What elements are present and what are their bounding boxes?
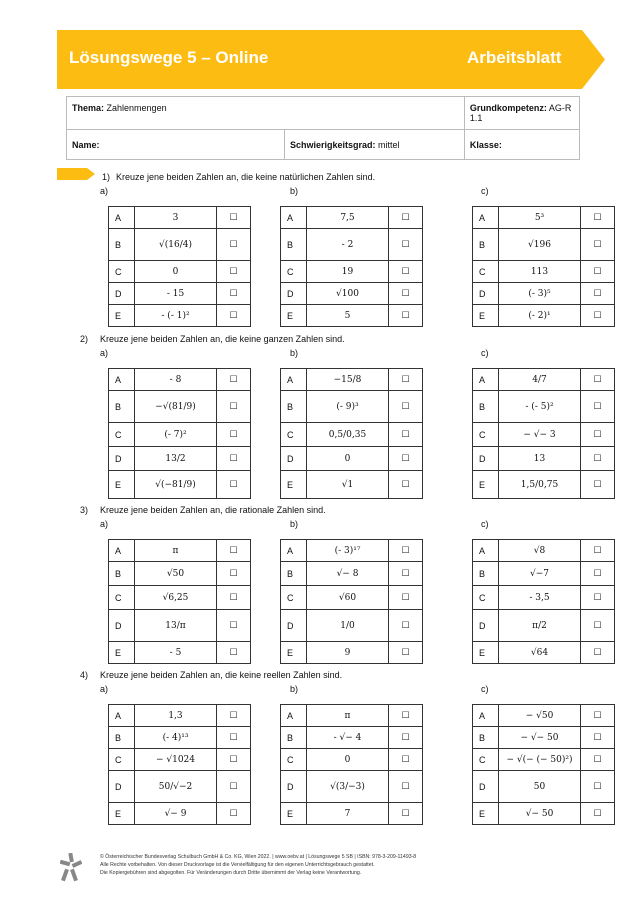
option-value: - (- 5)² <box>499 391 581 423</box>
option-value: √100 <box>307 283 389 305</box>
option-row <box>109 229 251 261</box>
options-table <box>280 206 423 327</box>
option-checkbox[interactable]: ☐ <box>389 207 423 229</box>
option-value: - 3,5̇ <box>499 586 581 610</box>
sub-label: a) <box>100 348 109 358</box>
question-text: Kreuze jene beiden Zahlen an, die rationale Zahlen sind. <box>100 505 326 515</box>
option-value: 50/√−2 <box>135 771 217 803</box>
option-row <box>109 471 251 499</box>
option-value: π/2 <box>499 610 581 642</box>
option-row <box>473 586 615 610</box>
option-checkbox[interactable]: ☐ <box>389 423 423 447</box>
option-letter: B <box>109 229 135 261</box>
option-value: √8 <box>499 540 581 562</box>
option-value: √50 <box>135 562 217 586</box>
option-checkbox[interactable]: ☐ <box>217 642 251 664</box>
info-table <box>66 96 580 160</box>
option-value: π <box>135 540 217 562</box>
option-value: 4/7 <box>499 369 581 391</box>
option-letter: A <box>109 369 135 391</box>
question-text: Kreuze jene beiden Zahlen an, die keine natürlichen Zahlen sind. <box>116 172 376 182</box>
option-letter: D <box>109 771 135 803</box>
options-table <box>108 368 251 499</box>
option-checkbox[interactable]: ☐ <box>389 229 423 261</box>
option-checkbox[interactable]: ☐ <box>581 229 615 261</box>
option-checkbox[interactable]: ☐ <box>217 229 251 261</box>
option-checkbox[interactable]: ☐ <box>581 727 615 749</box>
option-letter: A <box>473 705 499 727</box>
option-letter: B <box>281 391 307 423</box>
option-value: (- 4)¹³ <box>135 727 217 749</box>
sub-label: b) <box>290 519 299 529</box>
options-table <box>108 704 251 825</box>
option-value: √(16/4) <box>135 229 217 261</box>
question-text: Kreuze jene beiden Zahlen an, die keine reellen Zahlen sind. <box>100 670 343 680</box>
option-letter: D <box>473 447 499 471</box>
option-checkbox[interactable]: ☐ <box>581 803 615 825</box>
option-value: - 5 <box>135 642 217 664</box>
option-row <box>473 283 615 305</box>
option-value: −15/8 <box>307 369 389 391</box>
sub-label: b) <box>290 684 299 694</box>
option-letter: C <box>281 423 307 447</box>
option-value: 5³ <box>499 207 581 229</box>
option-value: (- 2)¹ <box>499 305 581 327</box>
option-checkbox[interactable]: ☐ <box>217 771 251 803</box>
option-checkbox[interactable]: ☐ <box>217 305 251 327</box>
sub-label: a) <box>100 186 109 196</box>
schwierigkeit-value: mittel <box>378 139 400 150</box>
option-value: 7 <box>307 803 389 825</box>
option-row <box>109 369 251 391</box>
option-row <box>473 207 615 229</box>
option-checkbox[interactable]: ☐ <box>581 540 615 562</box>
option-value: - 2 <box>307 229 389 261</box>
option-value: (- 9)³ <box>307 391 389 423</box>
option-value: 9 <box>307 642 389 664</box>
option-letter: B <box>109 391 135 423</box>
option-checkbox[interactable]: ☐ <box>389 540 423 562</box>
footer-line-1: © Österreichischer Bundesverlag Schulbuch GmbH & Co. KG, Wien 2022. | www.oebv.at | Lösungswege 5 SB | ISBN: 978-3-209-11493-8 <box>100 854 417 860</box>
option-letter: E <box>473 803 499 825</box>
option-checkbox[interactable]: ☐ <box>217 261 251 283</box>
option-value: - 8 <box>135 369 217 391</box>
option-row <box>109 727 251 749</box>
schwierigkeit-label: Schwierigkeitsgrad: <box>290 139 376 150</box>
option-letter: E <box>281 305 307 327</box>
options-table <box>472 368 615 499</box>
option-checkbox[interactable]: ☐ <box>581 471 615 499</box>
option-letter: E <box>473 305 499 327</box>
option-letter: B <box>473 391 499 423</box>
option-checkbox[interactable]: ☐ <box>217 207 251 229</box>
question-marker-icon <box>57 168 95 180</box>
options-table <box>472 206 615 327</box>
option-value: − √− 3 <box>499 423 581 447</box>
option-letter: B <box>281 562 307 586</box>
option-row <box>109 423 251 447</box>
option-checkbox[interactable]: ☐ <box>217 727 251 749</box>
question-number: 1) <box>102 172 111 182</box>
option-checkbox[interactable]: ☐ <box>581 369 615 391</box>
option-row <box>109 586 251 610</box>
option-letter: B <box>109 562 135 586</box>
option-row <box>281 261 423 283</box>
option-value: 3 <box>135 207 217 229</box>
option-row <box>473 423 615 447</box>
option-value: - 15 <box>135 283 217 305</box>
option-letter: D <box>473 771 499 803</box>
option-row <box>281 207 423 229</box>
option-value: 1,5/0,75 <box>499 471 581 499</box>
header-banner <box>57 30 605 89</box>
option-value: − √(− (− 50)²) <box>499 749 581 771</box>
option-value: 19 <box>307 261 389 283</box>
option-checkbox[interactable]: ☐ <box>217 471 251 499</box>
option-letter: A <box>473 369 499 391</box>
option-checkbox[interactable]: ☐ <box>389 369 423 391</box>
kompetenz-label: Grundkompetenz: <box>469 103 547 113</box>
option-letter: E <box>109 305 135 327</box>
option-letter: D <box>281 283 307 305</box>
options-table <box>472 539 615 664</box>
klasse-label: Klasse: <box>469 139 502 150</box>
option-value: 0 <box>307 447 389 471</box>
option-row <box>281 471 423 499</box>
option-checkbox[interactable]: ☐ <box>389 771 423 803</box>
question-number: 2) <box>80 334 89 344</box>
option-row <box>281 447 423 471</box>
option-letter: C <box>109 261 135 283</box>
question-text: Kreuze jene beiden Zahlen an, die keine ganzen Zahlen sind. <box>100 334 345 344</box>
option-row <box>109 207 251 229</box>
option-row <box>473 727 615 749</box>
option-row <box>109 305 251 327</box>
option-row <box>473 391 615 423</box>
sub-label: b) <box>290 186 299 196</box>
option-row <box>109 540 251 562</box>
option-checkbox[interactable]: ☐ <box>581 642 615 664</box>
option-row <box>109 283 251 305</box>
option-row <box>473 562 615 586</box>
option-checkbox[interactable]: ☐ <box>217 749 251 771</box>
option-letter: A <box>281 207 307 229</box>
option-row <box>281 562 423 586</box>
options-table <box>280 704 423 825</box>
option-row <box>473 642 615 664</box>
sub-label: c) <box>481 348 489 358</box>
option-letter: A <box>109 705 135 727</box>
question-number: 3) <box>80 505 89 515</box>
option-row <box>281 771 423 803</box>
option-value: √(3/−3) <box>307 771 389 803</box>
option-letter: D <box>281 610 307 642</box>
footer-line-3: Die Kopiergebühren sind abgegolten. Für Veränderungen durch Dritte übernimmt der Verlag keine Verantwortung. <box>100 870 362 876</box>
option-value: - √− 4 <box>307 727 389 749</box>
option-row <box>473 540 615 562</box>
option-row <box>281 391 423 423</box>
klasse-cell[interactable] <box>464 130 579 160</box>
option-row <box>281 283 423 305</box>
option-row <box>281 642 423 664</box>
options-table <box>108 206 251 327</box>
options-table <box>472 704 615 825</box>
option-checkbox[interactable]: ☐ <box>581 771 615 803</box>
option-checkbox[interactable]: ☐ <box>581 423 615 447</box>
option-letter: C <box>109 423 135 447</box>
options-table <box>280 539 423 664</box>
option-value: √64 <box>499 642 581 664</box>
thema-label: Thema: <box>72 103 105 113</box>
option-checkbox[interactable]: ☐ <box>389 749 423 771</box>
option-letter: D <box>473 610 499 642</box>
name-label: Name: <box>72 139 100 150</box>
option-value: 13/2 <box>135 447 217 471</box>
option-checkbox[interactable]: ☐ <box>217 391 251 423</box>
option-letter: C <box>281 749 307 771</box>
option-value: 0 <box>307 749 389 771</box>
option-row <box>281 369 423 391</box>
sub-label: a) <box>100 519 109 529</box>
option-letter: B <box>281 229 307 261</box>
option-checkbox[interactable]: ☐ <box>217 705 251 727</box>
option-row <box>473 803 615 825</box>
option-value: 113 <box>499 261 581 283</box>
option-checkbox[interactable]: ☐ <box>389 705 423 727</box>
option-value: −√(81/9) <box>135 391 217 423</box>
option-letter: C <box>473 261 499 283</box>
thema-value: Zahlenmengen <box>106 103 167 113</box>
option-letter: D <box>281 447 307 471</box>
kompetenz-cell <box>464 97 579 130</box>
name-cell[interactable] <box>67 130 285 160</box>
option-row <box>109 771 251 803</box>
option-checkbox[interactable]: ☐ <box>389 727 423 749</box>
option-checkbox[interactable]: ☐ <box>389 305 423 327</box>
option-checkbox[interactable]: ☐ <box>217 283 251 305</box>
option-letter: D <box>109 283 135 305</box>
option-row <box>109 803 251 825</box>
option-value: π <box>307 705 389 727</box>
option-letter: B <box>281 727 307 749</box>
option-checkbox[interactable]: ☐ <box>217 447 251 471</box>
option-value: - (- 1)² <box>135 305 217 327</box>
footer-text <box>100 853 416 877</box>
option-value: (- 7)² <box>135 423 217 447</box>
option-row <box>281 610 423 642</box>
option-checkbox[interactable]: ☐ <box>217 562 251 586</box>
option-letter: B <box>473 727 499 749</box>
option-row <box>109 642 251 664</box>
option-value: 5 <box>307 305 389 327</box>
option-checkbox[interactable]: ☐ <box>389 447 423 471</box>
sub-label: b) <box>290 348 299 358</box>
option-letter: D <box>109 610 135 642</box>
option-letter: A <box>281 705 307 727</box>
option-row <box>109 447 251 471</box>
option-letter: C <box>109 749 135 771</box>
question-number: 4) <box>80 670 89 680</box>
option-letter: E <box>109 803 135 825</box>
option-letter: B <box>109 727 135 749</box>
option-checkbox[interactable]: ☐ <box>389 391 423 423</box>
option-checkbox[interactable]: ☐ <box>389 562 423 586</box>
option-row <box>473 471 615 499</box>
option-value: − √− 50 <box>499 727 581 749</box>
footer-line-2: Alle Rechte vorbehalten. Von dieser Druckvorlage ist die Vervielfältigung für den eigenen Unterrichtsgebrauch gestattet. <box>100 862 375 868</box>
option-letter: E <box>473 642 499 664</box>
option-checkbox[interactable]: ☐ <box>581 447 615 471</box>
option-value: √− 8 <box>307 562 389 586</box>
options-table <box>280 368 423 499</box>
option-row <box>281 803 423 825</box>
option-value: 50 <box>499 771 581 803</box>
option-value: (- 3)⁵ <box>499 283 581 305</box>
option-letter: B <box>473 562 499 586</box>
option-row <box>473 447 615 471</box>
option-checkbox[interactable]: ☐ <box>217 803 251 825</box>
option-row <box>473 610 615 642</box>
option-letter: D <box>473 283 499 305</box>
option-row <box>281 540 423 562</box>
option-value: − √50 <box>499 705 581 727</box>
kompetenz-value: AG-R 1.1 <box>469 103 572 123</box>
option-checkbox[interactable]: ☐ <box>217 369 251 391</box>
option-value: (- 3)¹⁷ <box>307 540 389 562</box>
option-row <box>473 749 615 771</box>
option-checkbox[interactable]: ☐ <box>581 610 615 642</box>
option-letter: C <box>473 586 499 610</box>
option-row <box>473 705 615 727</box>
option-value: 1/0 <box>307 610 389 642</box>
option-checkbox[interactable]: ☐ <box>389 586 423 610</box>
option-value: 13 <box>499 447 581 471</box>
option-letter: C <box>281 586 307 610</box>
option-value: 1,3 <box>135 705 217 727</box>
option-checkbox[interactable]: ☐ <box>581 749 615 771</box>
option-letter: C <box>473 423 499 447</box>
option-letter: D <box>109 447 135 471</box>
option-value: √(−81/9) <box>135 471 217 499</box>
option-checkbox[interactable]: ☐ <box>581 391 615 423</box>
option-letter: C <box>473 749 499 771</box>
option-letter: A <box>281 540 307 562</box>
option-letter: A <box>473 207 499 229</box>
option-row <box>109 261 251 283</box>
option-letter: A <box>281 369 307 391</box>
option-value: 0 <box>135 261 217 283</box>
option-checkbox[interactable]: ☐ <box>581 305 615 327</box>
option-row <box>281 305 423 327</box>
option-value: √− 9 <box>135 803 217 825</box>
option-value: 7,5 <box>307 207 389 229</box>
options-table <box>108 539 251 664</box>
option-letter: E <box>281 803 307 825</box>
option-checkbox[interactable]: ☐ <box>389 261 423 283</box>
option-letter: D <box>281 771 307 803</box>
sub-label: c) <box>481 684 489 694</box>
option-letter: A <box>473 540 499 562</box>
option-value: 13/π <box>135 610 217 642</box>
option-letter: E <box>473 471 499 499</box>
option-row <box>109 562 251 586</box>
option-checkbox[interactable]: ☐ <box>389 283 423 305</box>
option-value: √− 50 <box>499 803 581 825</box>
option-value: √196 <box>499 229 581 261</box>
option-row <box>109 705 251 727</box>
option-checkbox[interactable]: ☐ <box>217 610 251 642</box>
sub-label: c) <box>481 186 489 196</box>
option-checkbox[interactable]: ☐ <box>389 471 423 499</box>
option-row <box>281 586 423 610</box>
option-letter: E <box>109 471 135 499</box>
option-letter: A <box>109 540 135 562</box>
option-row <box>109 391 251 423</box>
option-row <box>109 749 251 771</box>
sub-label: c) <box>481 519 489 529</box>
option-row <box>473 261 615 283</box>
option-row <box>473 229 615 261</box>
option-letter: C <box>109 586 135 610</box>
option-row <box>281 749 423 771</box>
option-letter: E <box>109 642 135 664</box>
option-checkbox[interactable]: ☐ <box>581 586 615 610</box>
option-checkbox[interactable]: ☐ <box>581 562 615 586</box>
option-checkbox[interactable]: ☐ <box>581 705 615 727</box>
option-checkbox[interactable]: ☐ <box>389 610 423 642</box>
option-checkbox[interactable]: ☐ <box>217 540 251 562</box>
option-checkbox[interactable]: ☐ <box>389 642 423 664</box>
option-value: − √1024 <box>135 749 217 771</box>
option-value: √−7 <box>499 562 581 586</box>
option-value: √60 <box>307 586 389 610</box>
option-row <box>281 423 423 447</box>
option-row <box>473 369 615 391</box>
option-letter: E <box>281 471 307 499</box>
option-checkbox[interactable]: ☐ <box>217 586 251 610</box>
option-checkbox[interactable]: ☐ <box>581 207 615 229</box>
option-checkbox[interactable]: ☐ <box>581 283 615 305</box>
worksheet-kind: Arbeitsblatt <box>467 48 562 67</box>
option-row <box>281 229 423 261</box>
option-checkbox[interactable]: ☐ <box>581 261 615 283</box>
option-value: √6,25 <box>135 586 217 610</box>
option-row <box>109 610 251 642</box>
option-row <box>281 727 423 749</box>
option-letter: A <box>109 207 135 229</box>
thema-cell <box>67 97 465 130</box>
option-checkbox[interactable]: ☐ <box>389 803 423 825</box>
option-checkbox[interactable]: ☐ <box>217 423 251 447</box>
option-letter: E <box>281 642 307 664</box>
sub-label: a) <box>100 684 109 694</box>
option-row <box>473 771 615 803</box>
option-value: 0,5/0,35 <box>307 423 389 447</box>
option-row <box>473 305 615 327</box>
option-row <box>281 705 423 727</box>
schwierigkeit-cell <box>285 130 465 160</box>
publisher-logo-icon <box>60 853 82 883</box>
option-letter: C <box>281 261 307 283</box>
worksheet-title: Lösungswege 5 – Online <box>69 48 269 67</box>
option-letter: B <box>473 229 499 261</box>
option-value: √1 <box>307 471 389 499</box>
